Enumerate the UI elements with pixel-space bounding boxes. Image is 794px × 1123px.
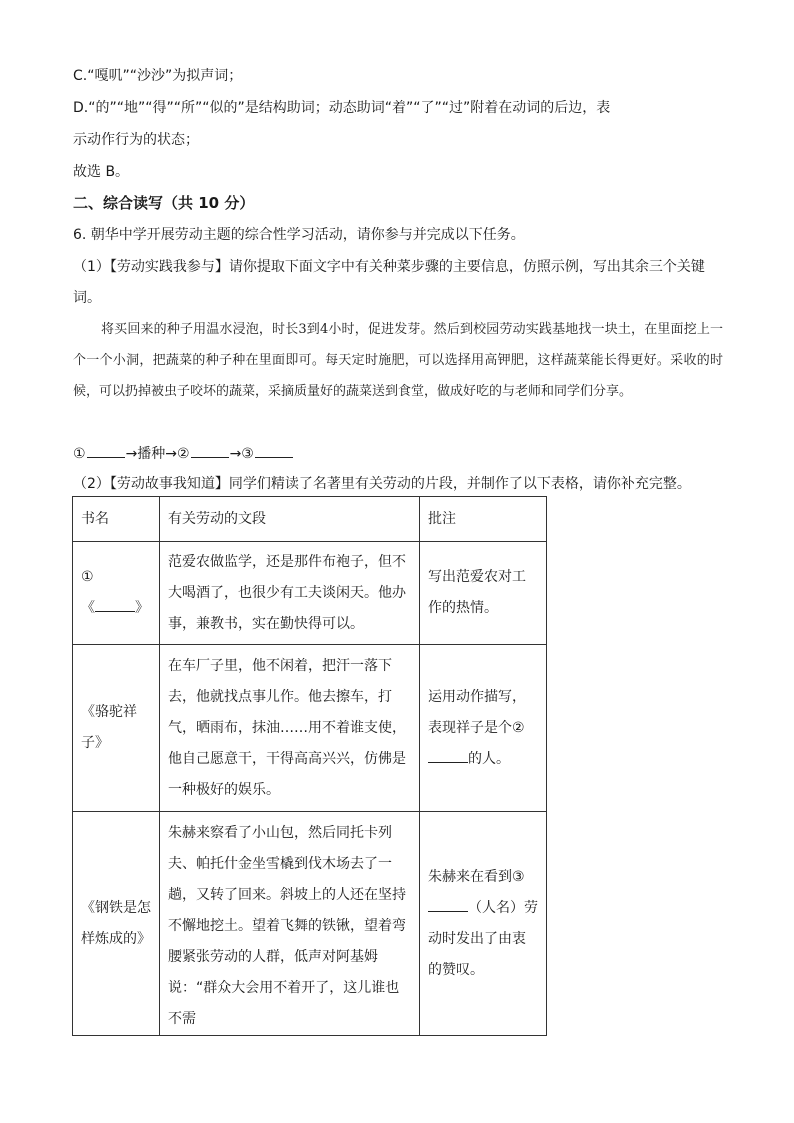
task-1-line-2: 词。 (73, 290, 101, 306)
note-cell-3 (420, 812, 547, 1036)
labor-story-table (72, 496, 547, 1036)
planting-passage: 将买回来的种子用温水浸泡，时长3到4小时，促进发芽。然后到校园劳动实践基地找一块土，在里面挖上一个一个小洞，把蔬菜的种子种在里面即可。每天定时施肥，可以选择用高钾肥，这样蔬菜能长得更好。采收的时候，可以扔掉被虫子咬坏的蔬菜，采摘质量好的蔬菜送到食堂，做成好吃的与老师和同学们分享。 (73, 322, 723, 399)
book-1-close: 》 (135, 600, 149, 616)
table-row (73, 645, 547, 812)
answer-line: 故选 B。 (73, 164, 130, 180)
note-3-post: （人名）劳动时发出了由衷的赞叹。 (428, 899, 538, 978)
book-1-blank[interactable] (95, 597, 135, 612)
header-excerpt: 有关劳动的文段 (160, 497, 420, 542)
blank-1-label: ① (73, 446, 86, 462)
note-2-post: 的人。 (468, 750, 510, 767)
book-cell-1 (73, 542, 160, 645)
table-row (73, 812, 547, 1036)
note-2-blank[interactable] (428, 748, 468, 763)
keyword-blank-2[interactable] (191, 443, 229, 458)
excerpt-cell-2: 在车厂子里，他不闲着，把汗一落下去，他就找点事儿作。他去擦车，打气，晒雨布，抹油……用不着谁支使，他自己愿意干，干得高高兴兴，仿佛是一种极好的娱乐。 (160, 645, 420, 812)
keyword-blank-3[interactable] (255, 443, 293, 458)
arrow-sowing: →播种→② (125, 446, 190, 462)
arrow-3: →③ (229, 446, 254, 462)
keyword-blanks-line (73, 443, 294, 464)
header-book: 书名 (73, 497, 160, 542)
question-6: 6. 朝华中学开展劳动主题的综合性学习活动，请你参与并完成以下任务。 (73, 227, 525, 243)
book-1-open: 《 (81, 600, 95, 616)
table-row (73, 542, 547, 645)
book-1-title-blank (81, 593, 151, 624)
table-header-row (73, 497, 547, 542)
book-1-label: ① (81, 569, 94, 585)
option-d-line-1: D.“的”“地”“得”“所”“似的”是结构助词；动态助词“着”“了”“过”附着在动词的后边，表 (73, 100, 611, 116)
note-3-blank[interactable] (428, 897, 468, 912)
book-cell-2: 《骆驼祥子》 (73, 645, 160, 812)
excerpt-cell-3: 朱赫来察看了小山包，然后同托卡列夫、帕托什金坐雪橇到伐木场去了一趟，又转了回来。斜坡上的人还在坚持不懈地挖土。望着飞舞的铁锹，望着弯腰紧张劳动的人群，低声对阿基姆说：“群众大会用不着开了，这儿谁也不需 (160, 812, 420, 1036)
note-cell-2 (420, 645, 547, 812)
excerpt-cell-1: 范爱农做监学，还是那件布袍子，但不大喝酒了，也很少有工夫谈闲天。他办事，兼教书，实在勤快得可以。 (160, 542, 420, 645)
keyword-blank-1[interactable] (87, 443, 125, 458)
task-2-line: （2）【劳动故事我知道】同学们精读了名著里有关劳动的片段，并制作了以下表格，请你补充完整。 (73, 476, 691, 492)
note-2-pre: 运用动作描写，表现祥子是个② (428, 688, 526, 736)
option-c-line: C.“嘎叽”“沙沙”为拟声词； (73, 68, 243, 84)
note-cell-1: 写出范爱农对工作的热情。 (420, 542, 547, 645)
section-title: 二、综合读写（共 10 分） (73, 194, 255, 212)
header-note: 批注 (420, 497, 547, 542)
option-d-line-2: 示动作行为的状态； (73, 132, 199, 148)
book-cell-3: 《钢铁是怎样炼成的》 (73, 812, 160, 1036)
note-3-pre: 朱赫来在看到③ (428, 868, 525, 885)
task-1-line-1: （1）【劳动实践我参与】请你提取下面文字中有关种菜步骤的主要信息，仿照示例，写出其余三个关键 (73, 259, 705, 275)
